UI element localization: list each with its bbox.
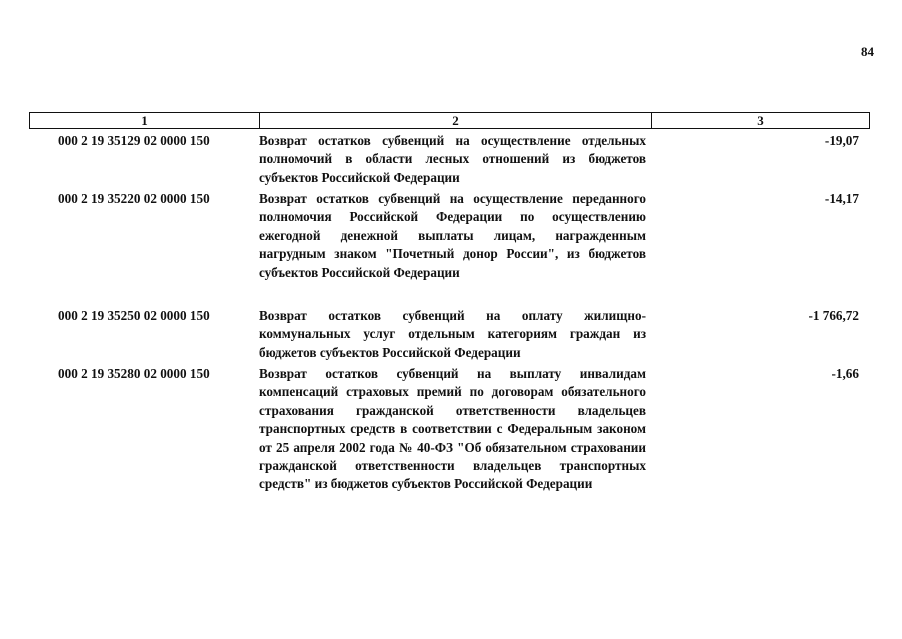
header-col-3: 3 (757, 113, 764, 128)
row-code: 000 2 19 35280 02 0000 150 (58, 366, 210, 381)
row-amount: -19,07 (824, 133, 859, 148)
row-amount: -14,17 (824, 191, 859, 206)
header-col-2: 2 (260, 113, 652, 128)
row-amount: -1 766,72 (808, 308, 859, 323)
row-amount: -1,66 (831, 366, 859, 381)
page-number: 84 (861, 44, 874, 59)
row-code: 000 2 19 35220 02 0000 150 (58, 191, 210, 206)
table-header (29, 112, 870, 129)
row-description: Возврат остатков субвенций на оплату жилищно-коммунальных услуг отдельным категориям граждан из бюджетов субъектов Российской Федерации (259, 308, 646, 360)
header-col-1: 1 (30, 113, 260, 128)
row-description: Возврат остатков субвенций на выплату инвалидам компенсаций страховых премий по договорам обязательного страхования гражданской ответственности владельцев транспортных средств в соответствии с Федеральным законом от 25 апреля 2002 года № 40-ФЗ "Об обязательном страховании гражданской ответственности владельцев транспортных средств" из бюджетов субъектов Российской Федерации (259, 366, 646, 492)
row-description: Возврат остатков субвенций на осуществление отдельных полномочий в области лесных отношений из бюджетов субъектов Российской Федерации (259, 133, 646, 185)
row-code: 000 2 19 35129 02 0000 150 (58, 133, 210, 148)
row-description: Возврат остатков субвенций на осуществление переданного полномочия Российской Федерации по осуществлению ежегодной денежной выплаты лицам, награжденным нагрудным знаком "Почетный донор России", из бюджетов субъектов Российской Федерации (259, 191, 646, 280)
row-code: 000 2 19 35250 02 0000 150 (58, 308, 210, 323)
